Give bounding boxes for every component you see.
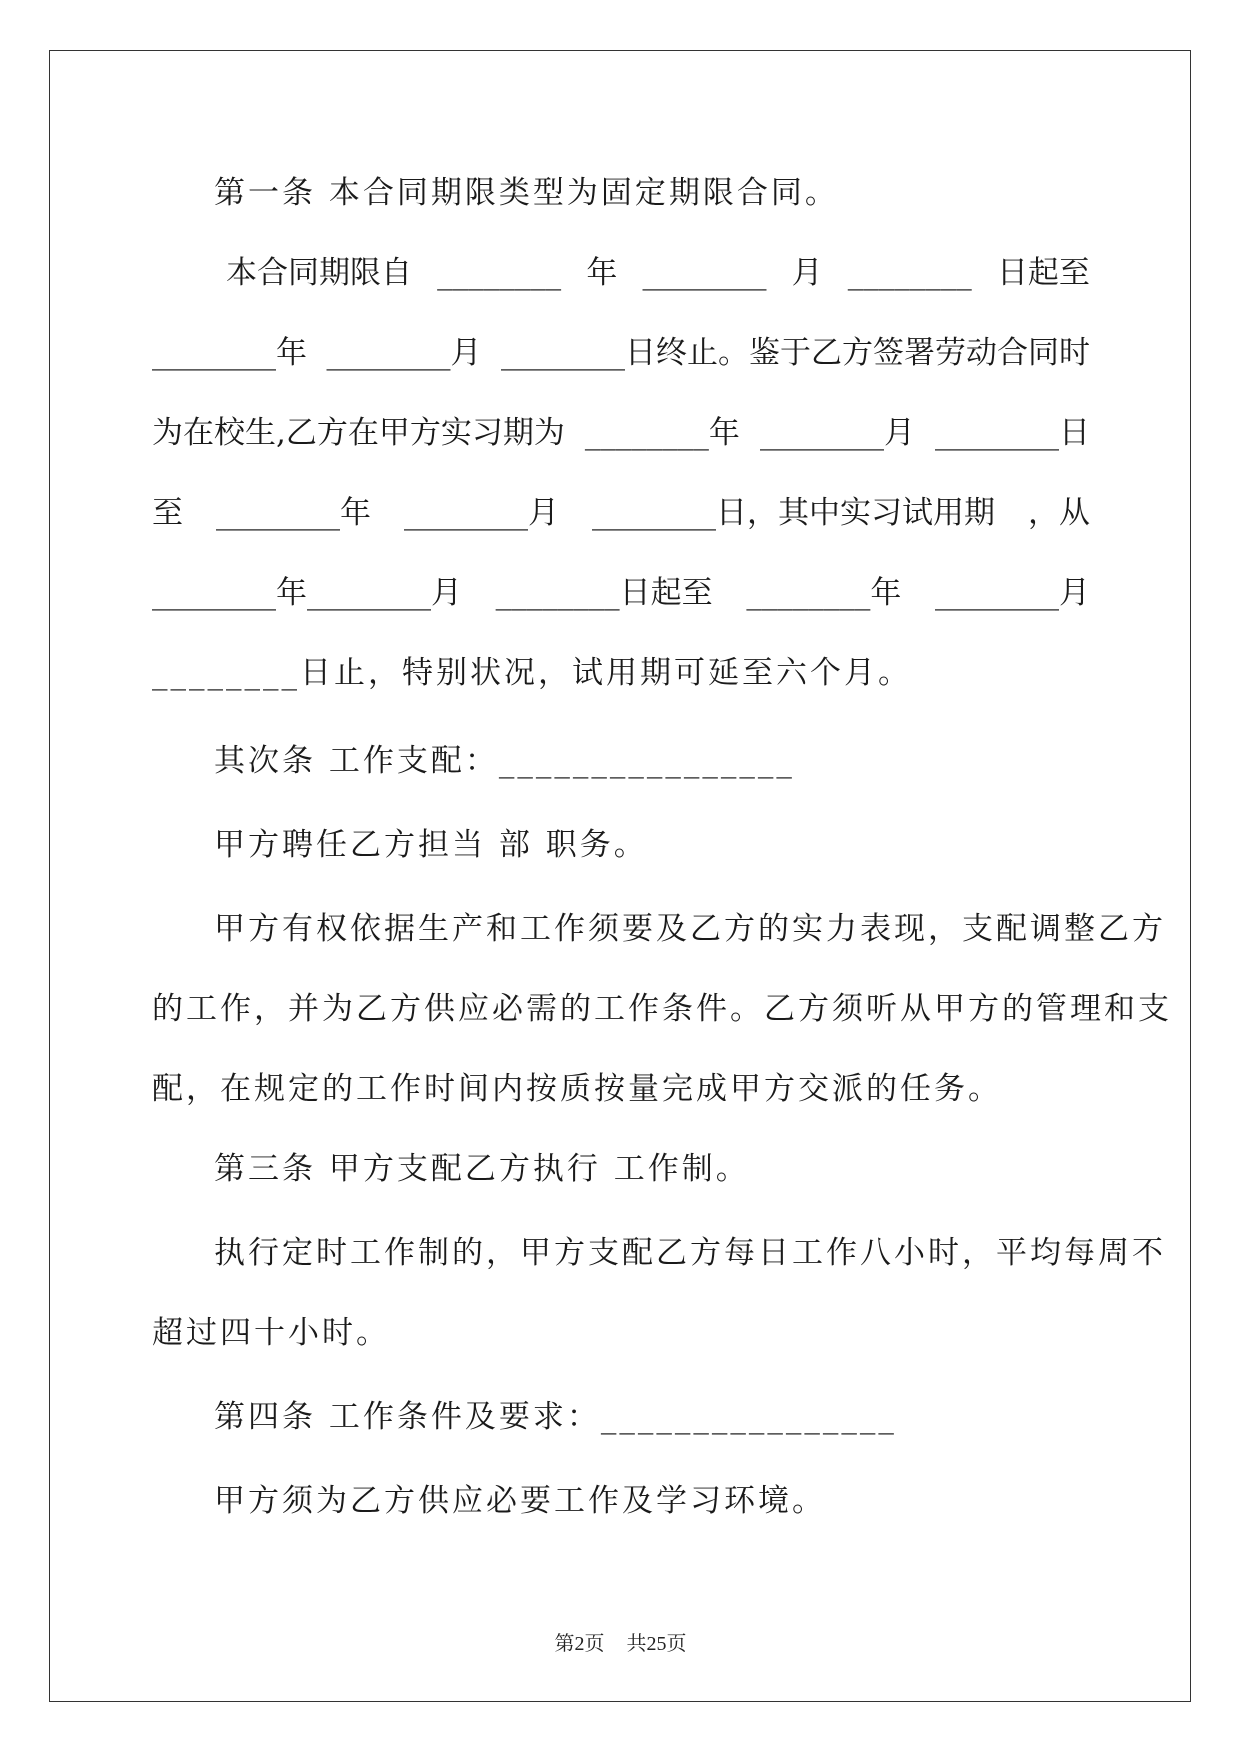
clause-3-heading: 第三条 甲方支配乙方执行 工作制。 xyxy=(214,1151,750,1187)
clause-1-heading: 第一条 本合同期限类型为固定期限合同。 xyxy=(214,175,839,211)
blank-field: ________ xyxy=(642,255,767,291)
text-segment: ________日，其中实习试用期 xyxy=(592,495,995,531)
text-segment: ________日终止。鉴于乙方签署劳动合同时 xyxy=(501,335,1090,371)
clause-2-heading: 其次条 工作支配：________________ xyxy=(214,743,795,779)
text-segment: 本合同期限自 xyxy=(226,255,412,291)
text-segment: ________日起至 xyxy=(495,575,713,611)
blank-field: ________日 xyxy=(935,415,1090,451)
blank-field: ________年 xyxy=(746,575,902,611)
working-hours-line-2: 超过四十小时。 xyxy=(152,1315,390,1351)
internship-period-line-1 xyxy=(152,413,1090,453)
page-footer xyxy=(0,1632,1241,1656)
blank-field: ________ xyxy=(847,255,972,291)
work-arrangement-line-3: 配，在规定的工作时间内按质按量完成甲方交派的任务。 xyxy=(152,1071,1002,1107)
working-hours-line-1: 执行定时工作制的，甲方支配乙方每日工作八小时，平均每周不 xyxy=(214,1235,1166,1271)
clause-4-heading: 第四条 工作条件及要求：________________ xyxy=(214,1399,897,1435)
text-segment: 至 xyxy=(152,495,183,531)
blank-field: ________月 xyxy=(404,495,559,531)
blank-field: ________年 xyxy=(584,415,740,451)
page-border xyxy=(49,50,1191,1702)
probation-period-line-2: ________日止，特别状况，试用期可延至六个月。 xyxy=(152,655,912,691)
blank-field: ________月 xyxy=(326,335,482,371)
text-segment: 月 xyxy=(791,255,823,291)
blank-field: ________月 xyxy=(759,415,915,451)
blank-field: ________ xyxy=(437,255,562,291)
probation-period-line-1 xyxy=(152,573,1090,613)
work-arrangement-line-1: 甲方有权依据生产和工作须要及乙方的实力表现，支配调整乙方 xyxy=(214,911,1166,947)
contract-term-line-2 xyxy=(152,333,1090,373)
work-environment-line: 甲方须为乙方供应必要工作及学习环境。 xyxy=(214,1483,826,1519)
blank-field: ________月 xyxy=(934,575,1090,611)
blank-field: ________年 xyxy=(152,335,307,371)
page-number: 第2页 xyxy=(554,1633,605,1655)
blank-field: ________年 xyxy=(216,495,371,531)
text-segment: 年 xyxy=(586,255,618,291)
blank-field: ________年________月 xyxy=(152,575,462,611)
job-position-line: 甲方聘任乙方担当 部 职务。 xyxy=(214,827,648,863)
text-segment: 为在校生,乙方在甲方实习期为 xyxy=(152,415,565,451)
internship-period-line-2 xyxy=(152,493,1090,533)
contract-term-line-1 xyxy=(226,253,1090,293)
text-segment: 日起至 xyxy=(996,255,1090,291)
text-segment: ，从 xyxy=(1028,495,1090,531)
page-total: 共25页 xyxy=(626,1633,687,1655)
work-arrangement-line-2: 的工作，并为乙方供应必需的工作条件。乙方须听从甲方的管理和支 xyxy=(152,991,1172,1027)
